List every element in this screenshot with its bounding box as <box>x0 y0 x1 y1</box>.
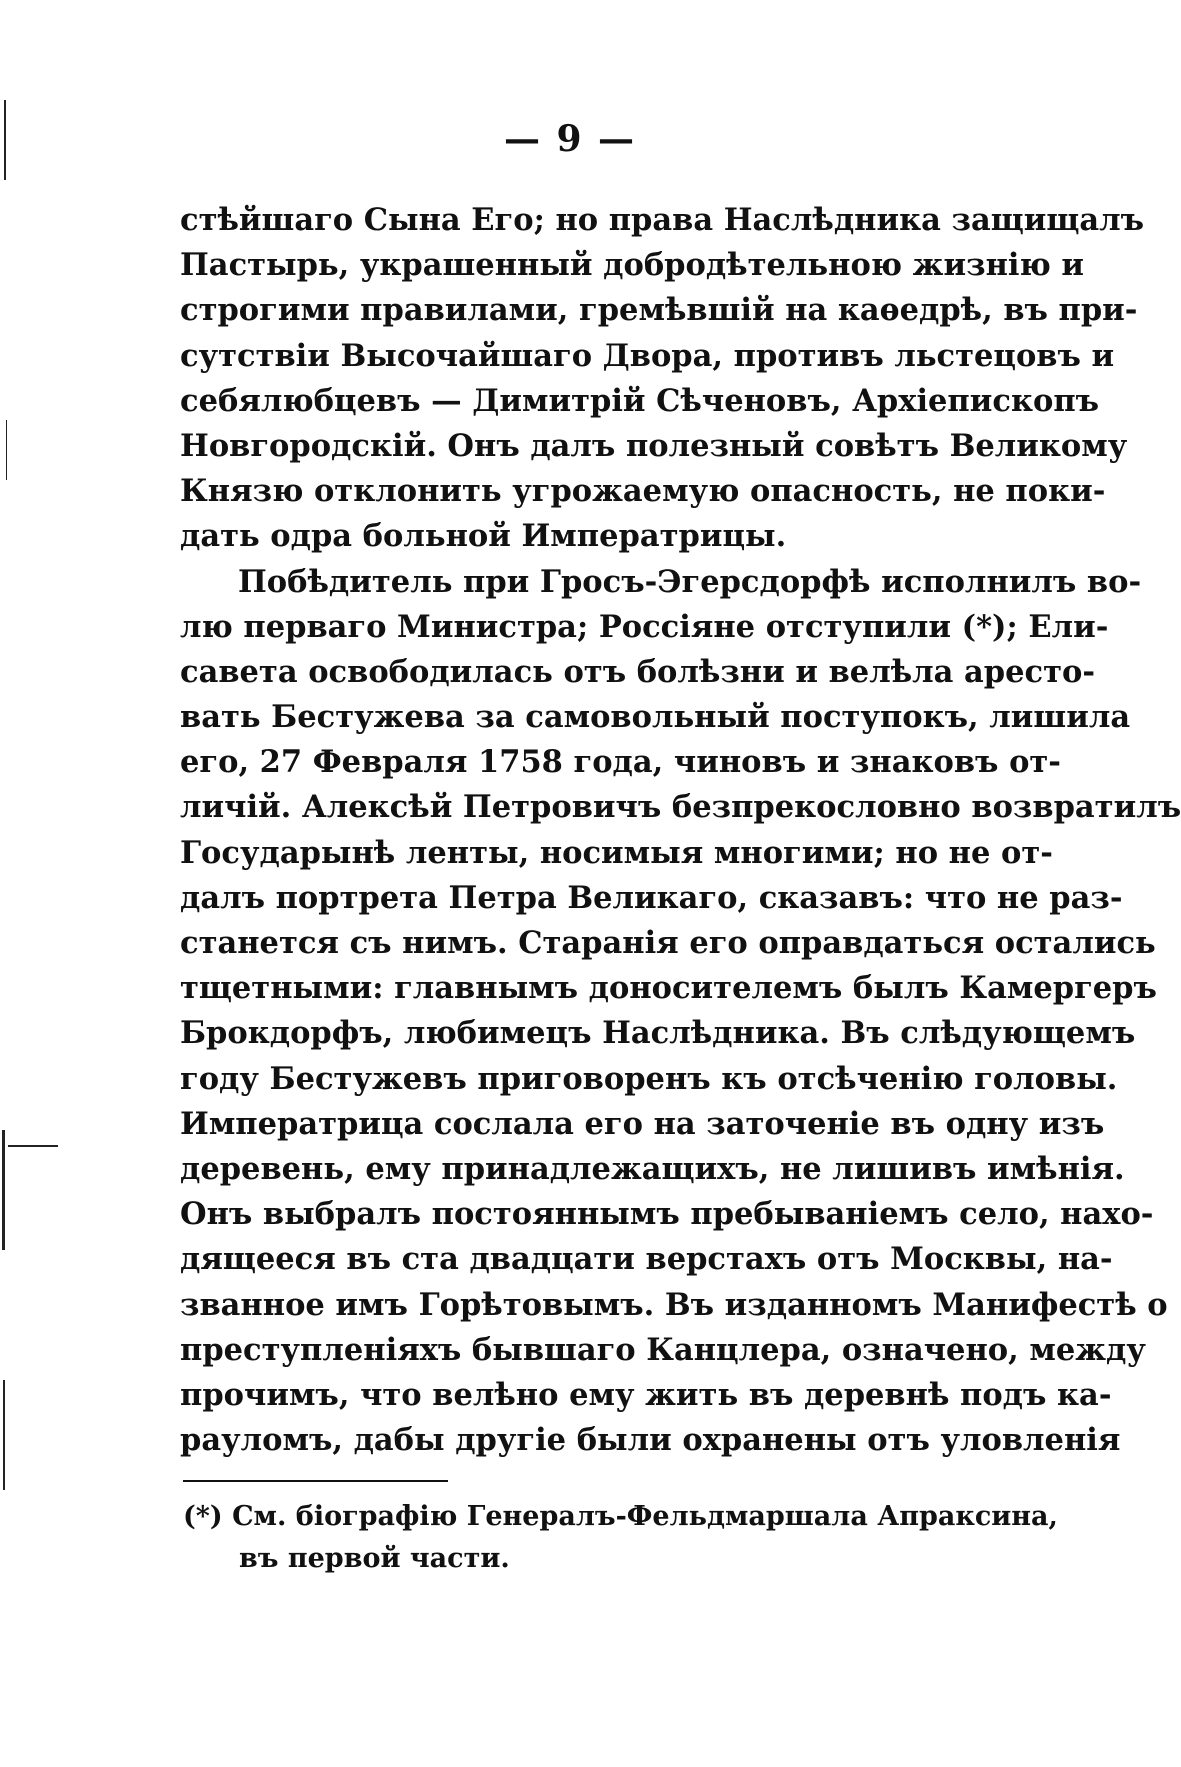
text-line: Пастырь, украшенный добродѣтельною жизнію и <box>180 247 1084 284</box>
text-line: году Бестужевъ приговоренъ къ отсѣченію головы. <box>180 1060 1118 1097</box>
scan-edge-mark <box>3 1380 5 1490</box>
footnote-divider <box>183 1480 448 1482</box>
text-line: вать Бестужева за самовольный поступокъ, лишила <box>180 699 1131 736</box>
text-line: Онъ выбралъ постояннымъ пребываніемъ село, нахо- <box>180 1196 1154 1233</box>
scan-edge-mark <box>4 100 6 180</box>
text-line: тщетными: главнымъ доносителемъ былъ Камергеръ <box>180 970 1157 1007</box>
text-line: деревень, ему принадлежащихъ, не лишивъ имѣнія. <box>180 1150 1125 1187</box>
text-line: Императрица сослала его на заточеніе въ одну изъ <box>180 1105 1105 1142</box>
text-line: личій. Алексѣй Петровичъ безпрекословно возвратилъ <box>180 789 1181 826</box>
page-number: — 9 — <box>503 118 637 160</box>
footnote-line: въ первой части. <box>239 1543 510 1574</box>
text-line: дать одра больной Императрицы. <box>180 518 787 555</box>
text-line: далъ портрета Петра Великаго, сказавъ: что не раз- <box>180 879 1123 916</box>
text-line: прочимъ, что велѣно ему жить въ деревнѣ подъ ка- <box>180 1376 1112 1413</box>
paragraph-start-line: Побѣдитель при Гросъ-Эгерсдорфѣ исполнилъ во- <box>238 563 1142 600</box>
scan-edge-mark <box>8 1145 58 1147</box>
text-line: стѣйшаго Сына Его; но права Наслѣдника защищалъ <box>180 202 1145 238</box>
text-line: лю перваго Министра; Россіяне отступили (*); Ели- <box>180 608 1109 645</box>
text-line: званное имъ Горѣтовымъ. Въ изданномъ Манифестѣ о <box>180 1286 1168 1323</box>
text-line: Государынѣ ленты, носимыя многими; но не от- <box>180 834 1053 871</box>
scan-edge-mark <box>2 1130 5 1250</box>
text-line: дящееся въ ста двадцати верстахъ отъ Москвы, на- <box>180 1241 1113 1278</box>
text-line: савета освободилась отъ болѣзни и велѣла аресто- <box>180 653 1096 690</box>
text-line: Брокдорфъ, любимецъ Наслѣдника. Въ слѣдующемъ <box>180 1015 1136 1052</box>
text-line: станется съ нимъ. Старанія его оправдаться остались <box>180 925 1156 961</box>
footnote <box>183 1496 1058 1580</box>
text-line: Новгородскій. Онъ далъ полезный совѣтъ Великому <box>180 427 1128 464</box>
footnote-line: (*) См. біографію Генералъ-Фельдмаршала Апраксина, <box>183 1501 1058 1532</box>
text-line: строгими правилами, гремѣвшій на каѳедрѣ, въ при- <box>180 292 1138 329</box>
text-line: преступленіяхъ бывшаго Канцлера, означено, между <box>180 1331 1146 1368</box>
text-line: его, 27 Февраля 1758 года, чиновъ и знаковъ от- <box>180 744 1061 781</box>
text-line: рауломъ, дабы другіе были охранены отъ уловленія <box>180 1422 1121 1459</box>
text-line: Князю отклонить угрожаемую опасность, не поки- <box>180 473 1106 510</box>
scan-edge-mark <box>6 420 7 480</box>
text-line: сутствіи Высочайшаго Двора, противъ льстецовъ и <box>180 337 1115 374</box>
body-text <box>180 198 1181 1463</box>
text-line: себялюбцевъ — Димитрій Сѣченовъ, Архіепископъ <box>180 382 1100 419</box>
